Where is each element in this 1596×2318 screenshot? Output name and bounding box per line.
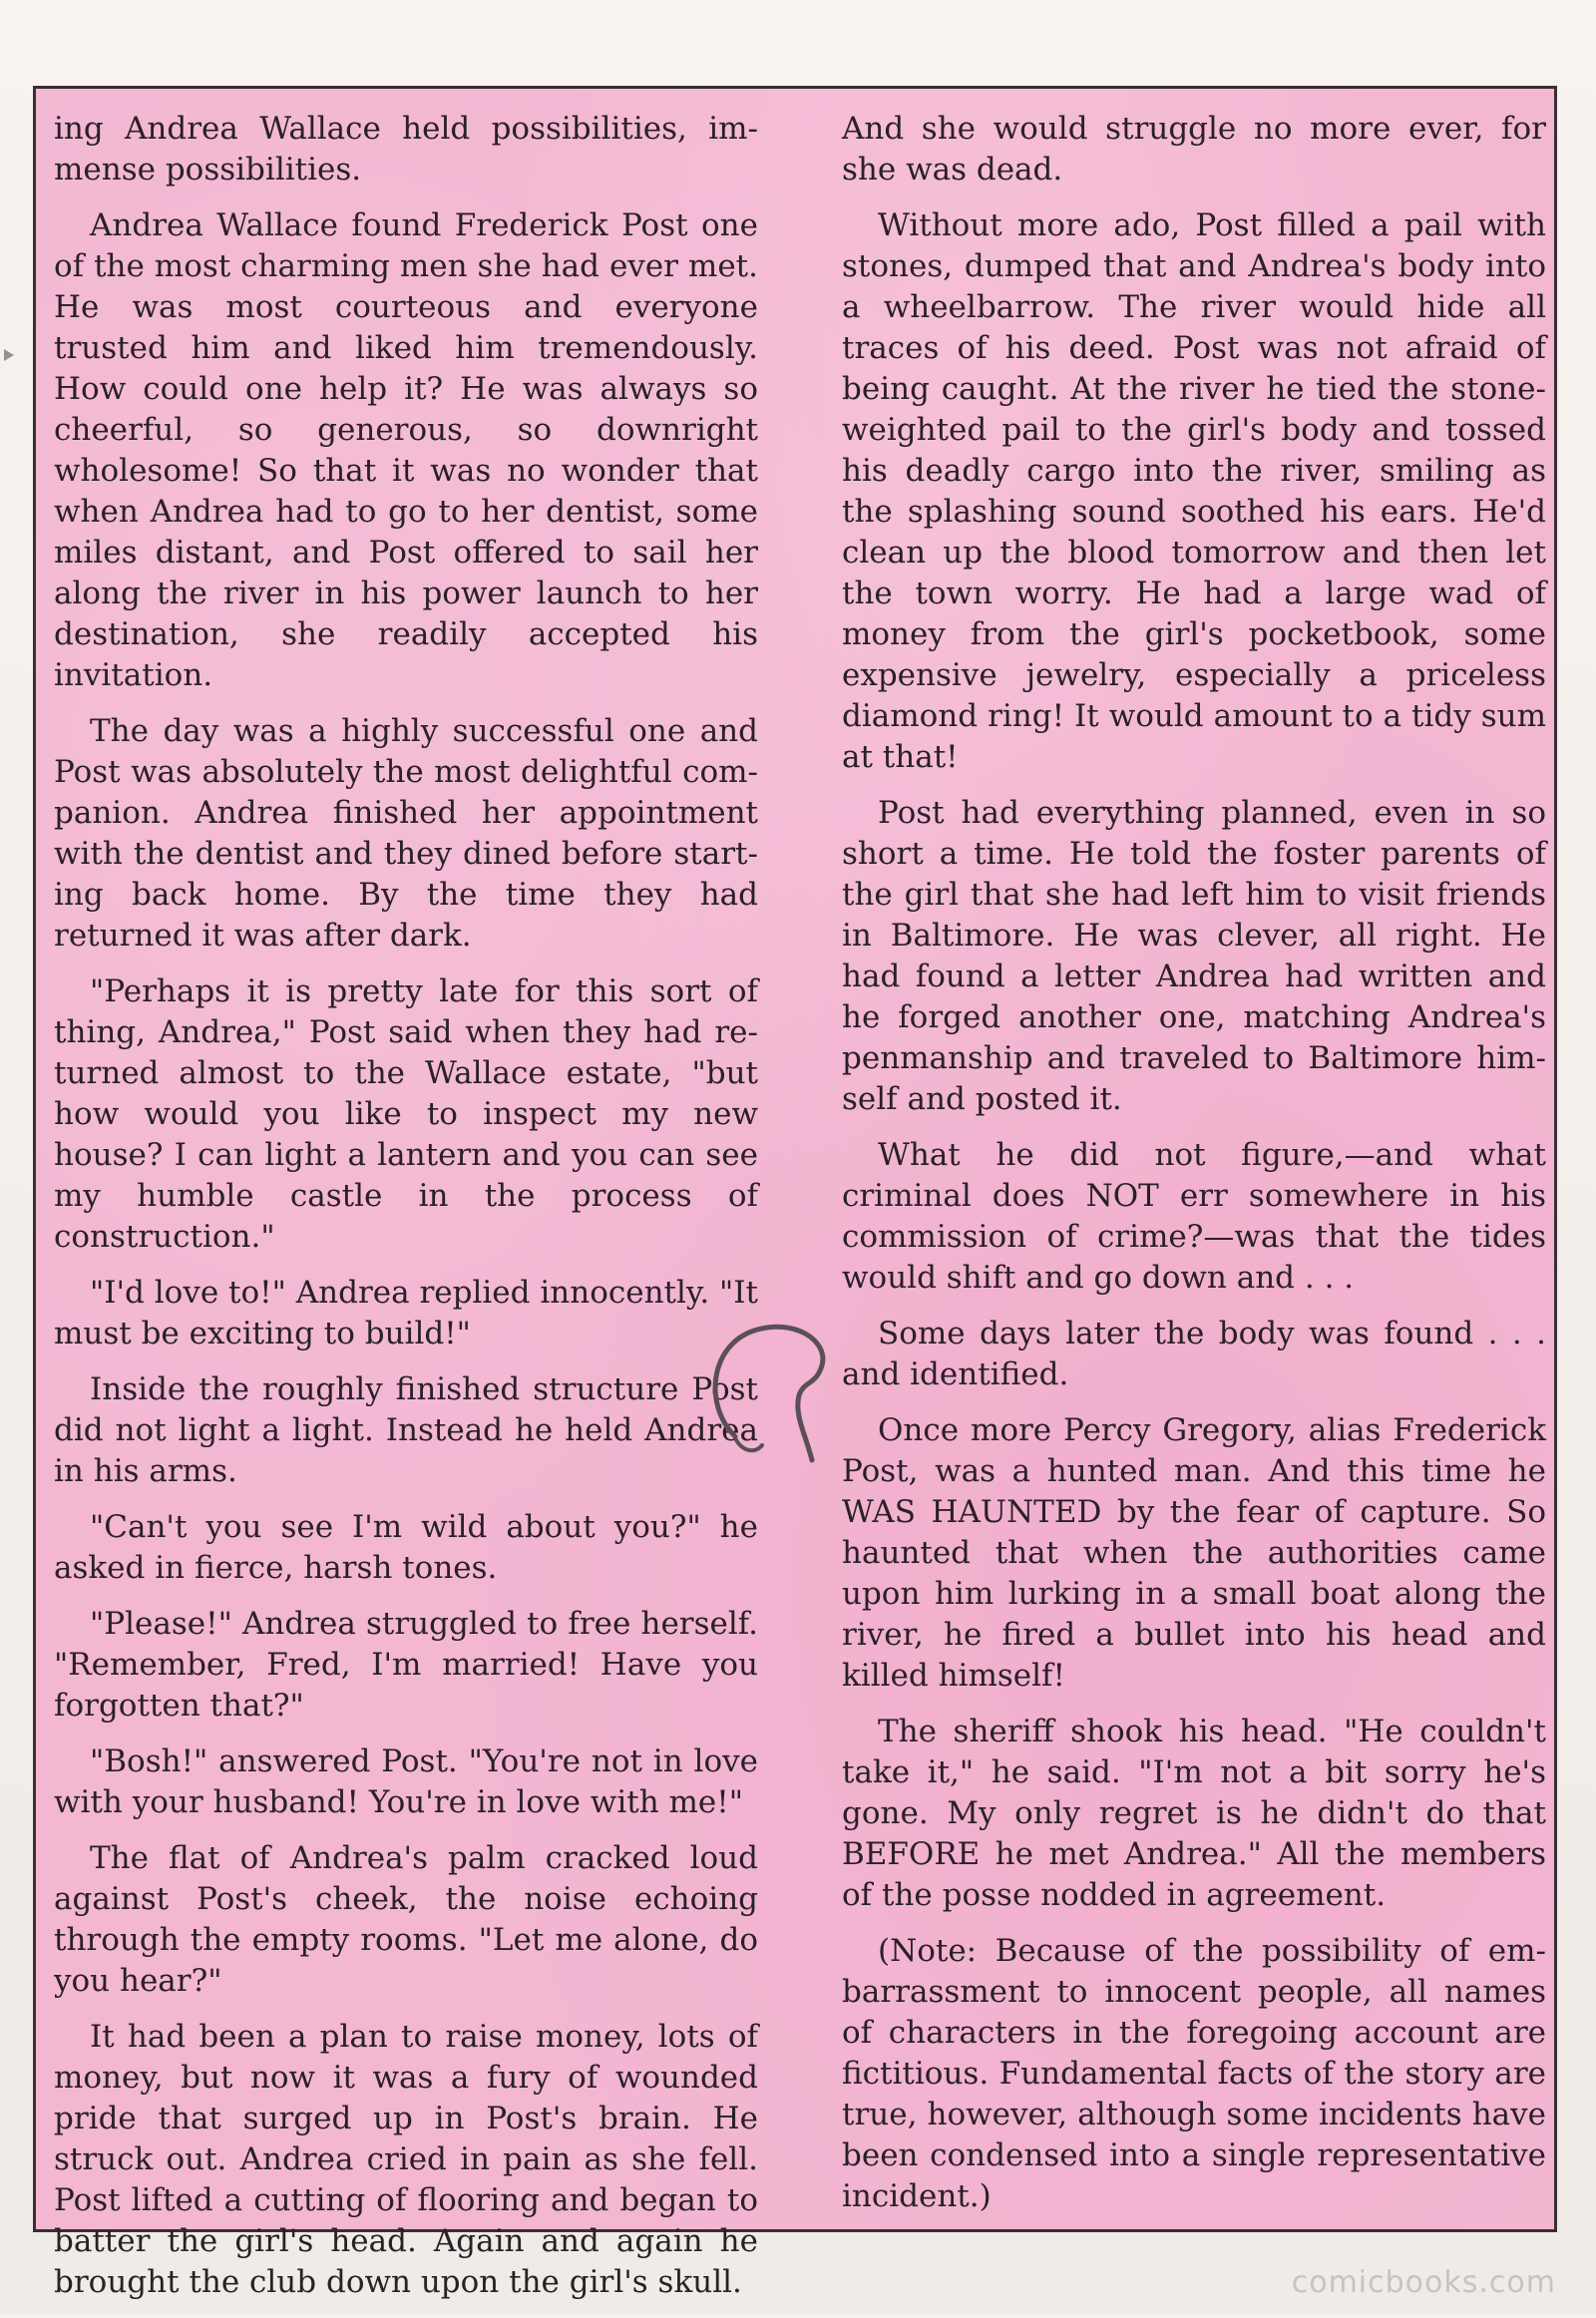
paragraph: Once more Percy Gregory, alias Frederick Post, was a hunted man. And this time he WAS HAUNTED by the fear of capture. So haunted that when the authorities came upon him lurking in a small boat along the river, he fired a bullet into his head and killed himself!	[842, 1412, 1546, 1694]
left-column	[54, 109, 758, 2318]
paragraph: ing Andrea Wallace held possibilities, immense possibilities.	[54, 111, 758, 188]
paragraph: Andrea Wallace found Frederick Post one of the most charming men she had ever met. He was most courteous and everyone trusted him and liked him tremendously. How could one help it? He was always so cheerful, so generous, so downright wholesome! So that it was no wonder that when Andrea had to go to her dentist, some miles distant, and Post offered to sail her along the river in his power launch to her destination, she readily accepted his invitation.	[54, 207, 758, 693]
right-column	[842, 109, 1546, 2232]
paragraph: "I'd love to!" Andrea replied innocently. "It must be exciting to build!"	[54, 1275, 758, 1352]
paragraph: And she would struggle no more ever, for she was dead.	[842, 111, 1546, 188]
paragraph: Without more ado, Post filled a pail with stones, dumped that and Andrea's body into a wheelbarrow. The river would hide all traces of his deed. Post was not afraid of being caught. At the river he tied the stone-weighted pail to the girl's body and tossed his deadly cargo into the river, smiling as the splashing sound soothed his ears. He'd clean up the blood tomorrow and then let the town worry. He had a large wad of money from the girl's pocketbook, some expensive jewelry, especially a priceless diamond ring! It would amount to a tidy sum at that!	[842, 207, 1546, 775]
paragraph: The flat of Andrea's palm cracked loud against Post's cheek, the noise echoing through the empty rooms. "Let me alone, do you hear?"	[54, 1840, 758, 1999]
paragraph: It had been a plan to raise money, lots of money, but now it was a fury of wounded pride that surged up in Post's brain. He struck out. Andrea cried in pain as she fell. Post lifted a cutting of flooring and began to batter the girl's head. Again and again he brought the club down upon the girl's skull.	[54, 2019, 758, 2300]
paragraph: The sheriff shook his head. "He couldn't take it," he said. "I'm not a bit sorry he's gone. My only regret is he didn't do that BEFORE he met Andrea." All the members of the posse nodded in agreement.	[842, 1714, 1546, 1913]
paragraph: Inside the roughly finished structure Post did not light a light. Instead he held Andrea in his arms.	[54, 1371, 758, 1489]
paragraph: "Perhaps it is pretty late for this sort of thing, Andrea," Post said when they had returned almost to the Wallace estate, "but how would you like to inspect my new house? I can light a lantern and you can see my humble castle in the process of construction."	[54, 973, 758, 1255]
paragraph: The day was a highly successful one and Post was absolutely the most delightful companion. Andrea finished her appointment with the dentist and they dined before starting back home. By the time they had returned it was after dark.	[54, 713, 758, 954]
paragraph: What he did not figure,—and what criminal does NOT err somewhere in his commission of crime?—was that the tides would shift and go down and . . .	[842, 1137, 1546, 1296]
paragraph: "Bosh!" answered Post. "You're not in love with your husband! You're in love with me!"	[54, 1743, 758, 1820]
paragraph: "Can't you see I'm wild about you?" he asked in fierce, harsh tones.	[54, 1509, 758, 1586]
paragraph: Post had everything planned, even in so short a time. He told the foster parents of the girl that she had left him to visit friends in Baltimore. He was clever, all right. He had found a letter Andrea had written and he forged another one, matching Andrea's penmanship and traveled to Baltimore himself and posted it.	[842, 795, 1546, 1117]
paragraph: Some days later the body was found . . . and identified.	[842, 1316, 1546, 1392]
paragraph: "Please!" Andrea struggled to free herself. "Remember, Fred, I'm married! Have you forgotten that?"	[54, 1606, 758, 1724]
margin-mark	[4, 349, 14, 361]
watermark: comicbooks.com	[1291, 2265, 1556, 2300]
paragraph: (Note: Because of the possibility of embarrassment to innocent people, all names of characters in the foregoing account are fictitious. Fundamental facts of the story are true, however, although some incidents have been condensed into a single representative incident.)	[842, 1933, 1546, 2214]
